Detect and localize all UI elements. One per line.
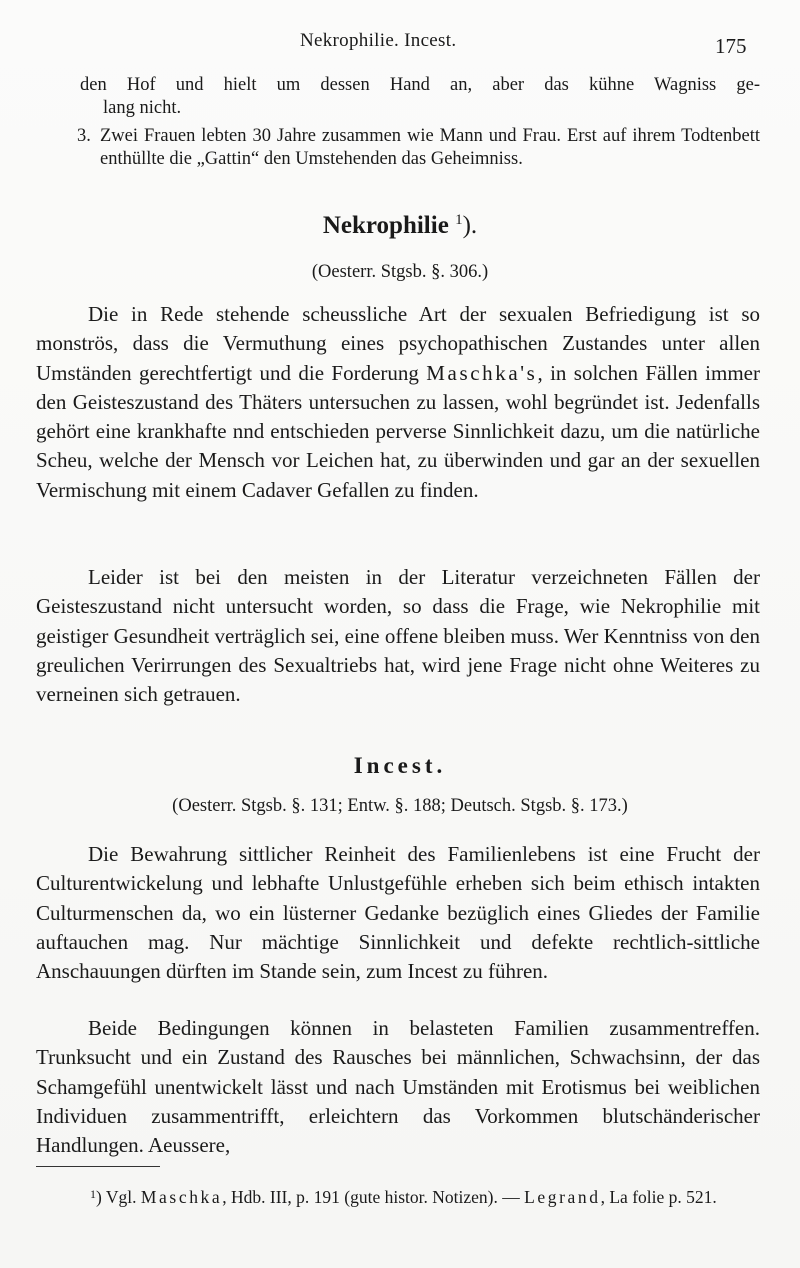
section-heading-incest: Incest. (353, 753, 447, 778)
footnote-divider (36, 1166, 160, 1167)
running-title: Nekrophilie. Incest. (300, 30, 457, 51)
footnote (36, 1184, 760, 1212)
author-name: Maschka's (426, 360, 538, 385)
list-item-number: 3. (77, 126, 91, 146)
continuation-line-1: den Hof und hielt um dessen Hand an, aber das kühne Wagniss ge- (80, 75, 760, 95)
paragraph-incest-2: Beide Bedingungen können in belasteten Familien zusammentreffen. Trunksucht und ein Zustand des Rausches bei männlichen, Schwachsinn, der das Schamgefühl unentwickelt lässt und nach Umständen mit Erotismus bei weiblichen Individuen zusammentrifft, erleichtern das Vorkommen blutschänderischer Handlungen. Aeussere, (36, 1016, 760, 1158)
para-text: , in solchen Fällen immer den Geisteszustand des Thäters untersuchen zu lassen, wohl begründet ist. Jedenfalls gehört eine krankhafte nnd entschieden perverse Sinnlichkeit dazu, um die natürliche Scheu, welche der Mensch vor Leichen hat, zu überwinden und gar an der sexuellen Vermischung mit einem Cadaver Gefallen zu finden. (36, 360, 761, 502)
continuation-text (80, 74, 760, 120)
footnote-author-1: Maschka (140, 1187, 223, 1207)
footnote-mark: 1 (90, 1187, 96, 1201)
list-item-3 (77, 125, 760, 171)
page-number: 175 (715, 34, 747, 58)
list-item-text: Zwei Frauen lebten 30 Jahre zusammen wie Mann und Frau. Erst auf ihrem Todtenbett enthüllte die „Gattin“ den Umstehenden das Geheimniss. (100, 126, 760, 169)
paragraph-incest-1: Die Bewahrung sittlicher Reinheit des Familienlebens ist eine Frucht der Culturentwickelung und lebhafte Unlustgefühle erheben sich beim ethisch intakten Culturmenschen da, wo ein lüsterner Gedanke bezüglich eines Gliedes der Familie auftauchen mag. Nur mächtige Sinnlichkeit und defekte rechtlich-sittliche Anschauungen dürften im Stande sein, zum Incest zu führen. (36, 842, 760, 984)
heading-suffix: ). (462, 212, 478, 239)
heading-text: Nekrophilie (322, 212, 449, 239)
footnote-text: ) Vgl. (96, 1187, 141, 1207)
continuation-line-2: lang nicht. (103, 98, 182, 118)
legal-reference-2: (Oesterr. Stgsb. §. 131; Entw. §. 188; Deutsch. Stgsb. §. 173.) (172, 796, 628, 816)
paragraph-nekrophilie-2: Leider ist bei den meisten in der Literatur verzeichneten Fällen der Geisteszustand nicht untersucht worden, so dass die Frage, wie Nekrophilie mit geistiger Gesundheit verträglich sei, eine offene bleiben muss. Wer Kenntniss von den greulichen Verirrungen des Sexualtriebs hat, wird jene Frage nicht ohne Weiteres zu verneinen sich getrauen. (36, 565, 760, 707)
para-text: Die in Rede stehende scheussliche Art der sexualen Befriedigung ist so monströs, dass die Vermuthung eines psychopathischen Zustandes unter allen Umständen gerechtfertigt und die Forderung (36, 302, 760, 385)
footnote-ref: 1 (455, 212, 463, 228)
legal-reference-1: (Oesterr. Stgsb. §. 306.) (311, 262, 489, 282)
footnote-text: , La folie p. 521. (600, 1187, 717, 1207)
section-heading-nekrophilie (0, 212, 800, 240)
footnote-author-2: Legrand (524, 1187, 601, 1207)
paragraph-nekrophilie-1 (36, 300, 760, 505)
footnote-text: , Hdb. III, p. 191 (gute histor. Notizen). — (222, 1187, 525, 1207)
